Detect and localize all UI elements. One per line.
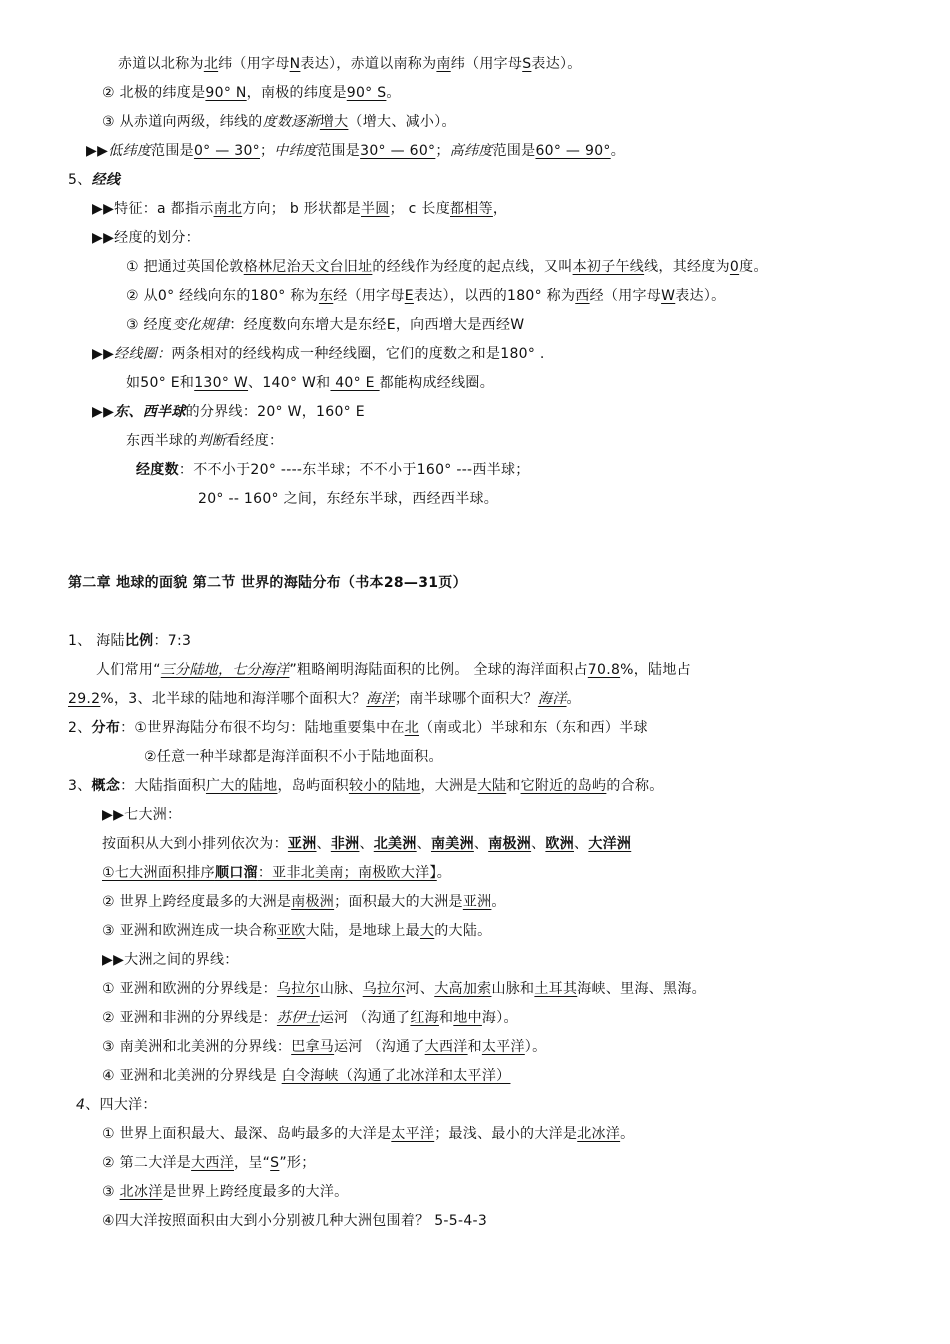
text-line (102, 1037, 546, 1057)
underlined-answer: 大高加索 (434, 981, 492, 997)
text-segment: 山脉、 (319, 981, 363, 997)
underlined-answer: 太平洋 (391, 1126, 435, 1142)
text-segment: 是世界上跨经度最多的大洋。 (162, 1184, 349, 1200)
text-segment: 人们常用“ (96, 662, 161, 678)
text-segment: ：大陆指面积 (120, 778, 206, 794)
text-line (68, 573, 467, 593)
text-segment: ； c 长度 (389, 201, 450, 217)
text-segment: ③ 经度 (126, 317, 173, 333)
underlined-answer: 它附近的岛屿 (520, 778, 607, 794)
text-segment: ② 北极的纬度是 (102, 85, 206, 101)
text-line (102, 1211, 487, 1231)
text-line (92, 344, 545, 364)
text-line (126, 373, 494, 393)
underlined-answer: 大西洋 (191, 1155, 235, 1171)
text-segment: 变化规律 (172, 317, 230, 333)
text-segment: 海峡、里海、黑海。 (577, 981, 706, 997)
text-segment: ④四大洋按照面积由大到小分别被几种大洲包围着？ 5-5-4-3 (102, 1213, 488, 1229)
text-segment: 如50° E和 (126, 375, 195, 391)
text-segment: 表达）。 (531, 56, 582, 72)
text-segment: ；南半球哪个面积大？ (394, 691, 538, 707)
text-line (102, 112, 456, 132)
underlined-answer: 都相等 (450, 201, 493, 217)
text-segment: 。 (491, 894, 506, 910)
text-segment: ， (492, 201, 508, 217)
text-segment: 、 (574, 836, 589, 852)
text-segment: 20° -- 160° 之间，东经东半球，西经西半球。 (198, 491, 499, 507)
underlined-answer: 亚洲 (462, 894, 492, 910)
text-segment: ）。 (524, 1039, 547, 1055)
text-segment: 和 (438, 1010, 454, 1026)
underlined-answer: 海洋 (537, 691, 567, 707)
underlined-answer: 广大的陆地 (205, 778, 278, 794)
text-segment: 运河 （沟通了 (334, 1039, 425, 1055)
text-segment: ，呈“ (234, 1155, 271, 1171)
text-segment: 按面积从大到小排列依次为： (102, 836, 288, 852)
underlined-answer: 90° N (205, 85, 247, 101)
text-segment: 中纬度 (274, 143, 318, 159)
text-line (92, 199, 507, 219)
text-segment: 经（用字母 (333, 288, 405, 304)
text-segment: 、 (316, 836, 331, 852)
text-segment: 线，其经度为 (644, 259, 730, 275)
underlined-answer: ①七大洲面积排序 (102, 865, 215, 881)
text-line (126, 431, 283, 451)
text-segment: ③ 从赤道向两级，纬线的 (102, 114, 263, 130)
text-line (136, 460, 530, 480)
text-segment: 、 (531, 836, 546, 852)
text-segment: ：7:3 (153, 633, 192, 649)
text-segment: ② 从0° 经线向东的180° 称为 (126, 288, 319, 304)
text-line (68, 776, 664, 796)
text-segment: ▶▶ (92, 346, 115, 362)
text-segment: ：①世界海陆分布很不均匀：陆地重要集中在 (120, 720, 405, 736)
underlined-answer: 西 (575, 288, 590, 304)
text-line (68, 170, 120, 190)
underlined-answer: 本初子午线 (572, 259, 645, 275)
text-segment: ；最浅、最小的大洋是 (434, 1126, 578, 1142)
text-segment: ，南极的纬度是 (246, 85, 347, 101)
text-segment: 纬（用字母 (218, 56, 290, 72)
text-segment: 河、 (405, 981, 435, 997)
text-segment: ”粗略阐明海陆面积的比例。 全球的海洋面积占 (289, 662, 588, 678)
underlined-answer: S (270, 1155, 280, 1171)
text-segment: 概念 (91, 778, 121, 794)
text-line (86, 141, 625, 161)
text-segment: 范围是 (151, 143, 194, 159)
text-line (102, 83, 401, 103)
underlined-answer: 半圆 (360, 201, 390, 217)
text-segment: ① 亚洲和欧洲的分界线是： (102, 981, 277, 997)
text-segment: 度数逐渐 (262, 114, 320, 130)
text-segment: 范围是 (492, 143, 536, 159)
underlined-answer: 欧洲 (545, 836, 575, 852)
text-segment: 。 (566, 691, 581, 707)
underlined-answer: S (522, 56, 532, 72)
text-segment: ② 第二大洋是 (102, 1155, 192, 1171)
text-segment: 大陆，是地球上最 (305, 923, 420, 939)
text-segment: 低纬度 (108, 143, 152, 159)
text-segment: 。 (386, 85, 401, 101)
text-segment: 都能构成经线圈。 (379, 375, 494, 391)
underlined-answer: 巴拿马 (291, 1039, 335, 1055)
text-line (92, 402, 365, 422)
underlined-answer: 90° S (346, 85, 387, 101)
text-segment: 海）。 (481, 1010, 518, 1026)
text-segment: 第二章 地球的面貌 第二节 世界的海陆分布（书本28—31页） (68, 575, 467, 591)
text-segment: ▶▶ (92, 230, 115, 246)
underlined-answer: N (289, 56, 301, 72)
underlined-answer: 北 (404, 720, 419, 736)
text-segment: 山脉和 (491, 981, 535, 997)
underlined-answer: 南 (436, 56, 451, 72)
underlined-answer: 70.8 (587, 662, 621, 678)
text-segment: 。 (436, 865, 452, 881)
text-line (68, 631, 191, 651)
underlined-answer: 北 (203, 56, 219, 72)
underlined-answer: 30° — 60° (360, 143, 436, 159)
text-segment: 七大洲： (124, 807, 182, 823)
text-segment: 两条相对的经线构成一种经线圈，它们的度数之和是180° . (171, 346, 545, 362)
text-segment: 和 (467, 1039, 482, 1055)
text-segment: 表达），以西的180° 称为 (413, 288, 576, 304)
underlined-answer: 29.2 (68, 691, 101, 707)
text-segment: 和 (506, 778, 521, 794)
text-segment: ，大洲是 (420, 778, 478, 794)
text-segment: ▶▶ (92, 201, 115, 217)
underlined-answer: 大陆 (477, 778, 507, 794)
text-segment: 的大陆。 (434, 923, 492, 939)
text-line (102, 950, 239, 970)
text-line (102, 1124, 634, 1144)
underlined-answer: 大 (419, 923, 435, 939)
text-segment: 3、 (68, 778, 92, 794)
text-segment: 范围是 (317, 143, 361, 159)
text-segment: 经线圈： (114, 346, 172, 362)
underlined-answer: 较小的陆地 (348, 778, 421, 794)
text-segment: 。 (610, 143, 626, 159)
text-line (126, 286, 725, 306)
text-line (102, 834, 631, 854)
underlined-answer: 东 (318, 288, 334, 304)
text-segment: 度。 (739, 259, 768, 275)
text-line (102, 1153, 316, 1173)
text-segment: 、 (473, 836, 489, 852)
text-segment: 方向； b 形状都是 (242, 201, 361, 217)
text-segment: 1、 海陆 (68, 633, 125, 649)
underlined-answer: 乌拉尔 (276, 981, 320, 997)
text-segment: ① 世界上面积最大、最深、岛屿最多的大洋是 (102, 1126, 392, 1142)
text-segment: 表达），赤道以南称为 (300, 56, 437, 72)
text-segment: ”形； (279, 1155, 316, 1171)
underlined-answer: 大洋洲 (588, 836, 632, 852)
text-line (68, 689, 581, 709)
text-line (92, 228, 200, 248)
underlined-answer: 苏伊士 (276, 1010, 320, 1026)
text-segment: ④ 亚洲和北美洲的分界线是 (102, 1068, 282, 1084)
text-segment: 4 (76, 1097, 86, 1113)
text-line (102, 892, 506, 912)
text-line (102, 1066, 510, 1086)
text-segment: 分布 (91, 720, 121, 736)
underlined-answer: 40° E (330, 375, 380, 391)
text-segment: 看经度： (226, 433, 284, 449)
text-segment: 赤道以北称为 (118, 56, 204, 72)
text-segment: ③ (102, 1184, 120, 1200)
text-line (96, 660, 691, 680)
text-segment: ① 把通过英国伦敦 (126, 259, 244, 275)
text-segment: 、140° W和 (248, 375, 331, 391)
underlined-answer: 130° W (194, 375, 249, 391)
text-segment: ③ 亚洲和欧洲连成一块合称 (102, 923, 277, 939)
text-segment: ：不不小于20° ----东半球；不不小于160° ---西半球； (178, 462, 530, 478)
text-segment: 大洲之间的界线： (124, 952, 239, 968)
underlined-answer: 太平洋 (481, 1039, 525, 1055)
text-line (102, 979, 706, 999)
underlined-answer: 南极洲 (488, 836, 532, 852)
text-segment: ；面积最大的大洲是 (334, 894, 463, 910)
underlined-answer: 白令海峡（沟通了北冰洋和太平洋） (281, 1068, 511, 1084)
text-segment: 。 (620, 1126, 635, 1142)
text-line (126, 315, 524, 335)
text-segment: ：经度数向东增大是东经E，向西增大是西经W (229, 317, 525, 333)
underlined-answer: 三分陆地，七分海洋 (160, 662, 290, 678)
text-segment: 经度数 (136, 462, 179, 478)
text-segment: 判断 (197, 433, 227, 449)
underlined-answer: 0° — 30° (193, 143, 260, 159)
text-line (126, 257, 768, 277)
text-segment: ②任意一种半球都是海洋面积不小于陆地面积。 (144, 749, 443, 765)
text-segment: 表达）。 (675, 288, 726, 304)
text-segment: 高纬度 (449, 143, 493, 159)
underlined-answer: W (661, 288, 676, 304)
underlined-answer: 海洋 (366, 691, 395, 707)
text-segment: 、 (359, 836, 374, 852)
underlined-answer: 南极洲 (291, 894, 335, 910)
text-line (102, 1008, 518, 1028)
text-segment: 特征：a 都指示 (114, 201, 214, 217)
underlined-answer: 0 (729, 259, 740, 275)
text-line (102, 921, 491, 941)
underlined-answer: 南北 (213, 201, 243, 217)
underlined-answer: 红海 (410, 1010, 439, 1026)
text-segment: 、 (416, 836, 431, 852)
text-segment: 比例 (124, 633, 154, 649)
text-segment: 2、 (68, 720, 92, 736)
underlined-answer: 60° — 90° (535, 143, 611, 159)
text-line (102, 805, 181, 825)
underlined-answer: E (404, 288, 414, 304)
text-segment: ▶▶ (92, 404, 115, 420)
text-segment: ； (259, 143, 275, 159)
underlined-answer: 大西洋 (424, 1039, 468, 1055)
text-segment: ，岛屿面积 (277, 778, 349, 794)
underlined-answer: 顺口溜 (214, 865, 258, 881)
text-segment: ▶▶ (102, 952, 125, 968)
underlined-answer: 亚洲 (287, 836, 317, 852)
text-segment: 东、西半球 (114, 404, 186, 420)
text-segment: 的分界线：20° W，160° E (185, 404, 365, 420)
text-segment: %，陆地占 (620, 662, 691, 678)
text-line (76, 1095, 157, 1115)
text-segment: 经度的划分： (114, 230, 200, 246)
text-segment: ③ 南美洲和北美洲的分界线： (102, 1039, 292, 1055)
text-line (198, 489, 498, 509)
text-segment: ② 亚洲和非洲的分界线是： (102, 1010, 277, 1026)
underlined-answer: 增大 (319, 114, 349, 130)
text-segment: ； (435, 143, 450, 159)
underlined-answer: 土耳其 (534, 981, 578, 997)
text-line (144, 747, 443, 767)
text-segment: 运河 （沟通了 (319, 1010, 411, 1026)
underlined-answer: 非洲 (330, 836, 360, 852)
underlined-answer: 亚欧 (276, 923, 306, 939)
underlined-answer: 乌拉尔 (362, 981, 406, 997)
text-segment: （增大、减小）。 (348, 114, 456, 130)
underlined-answer: 北冰洋 (577, 1126, 621, 1142)
underlined-answer: 北美洲 (373, 836, 417, 852)
underlined-answer: 格林尼治天文台旧址 (243, 259, 373, 275)
text-line (102, 863, 451, 883)
underlined-answer: 地中 (453, 1010, 482, 1026)
text-segment: （南或北）半球和东（东和西）半球 (419, 720, 648, 736)
text-segment: 纬（用字母 (450, 56, 523, 72)
text-segment: 、四大洋： (85, 1097, 157, 1113)
underlined-answer: 南美洲 (430, 836, 474, 852)
text-line (118, 54, 582, 74)
text-segment: 东西半球的 (126, 433, 198, 449)
underlined-answer: 北冰洋 (119, 1184, 163, 1200)
underlined-answer: ：亚非北美南；南极欧大洋】 (257, 865, 437, 881)
text-segment: 5、 (68, 172, 92, 188)
text-segment: 经（用字母 (589, 288, 662, 304)
text-segment: 的经线作为经度的起点线，又叫 (372, 259, 573, 275)
text-line (68, 718, 648, 738)
text-line (102, 1182, 348, 1202)
text-segment: ▶▶ (86, 143, 109, 159)
text-segment: ▶▶ (102, 807, 125, 823)
text-segment: 的合称。 (606, 778, 664, 794)
text-segment: ② 世界上跨经度最多的大洲是 (102, 894, 292, 910)
text-segment: %，3、北半球的陆地和海洋哪个面积大？ (100, 691, 367, 707)
text-segment: 经线 (91, 172, 121, 188)
